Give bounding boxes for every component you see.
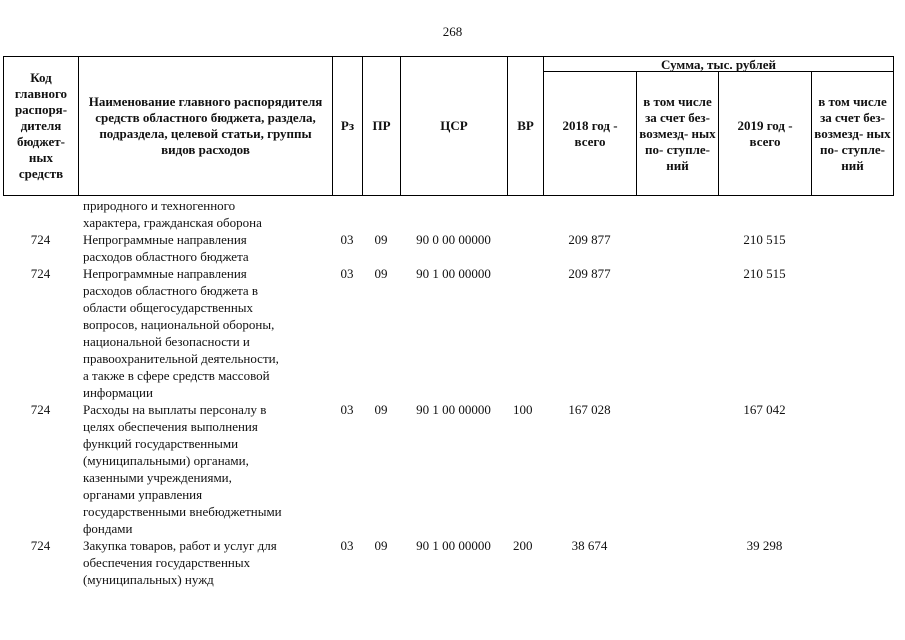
header-2019-total: 2019 год - всего — [719, 72, 812, 196]
row-csr: 90 1 00 00000 — [416, 538, 491, 553]
header-2018-total: 2018 год - всего — [544, 72, 637, 196]
row-name-line: функций государственными — [83, 436, 239, 451]
row-2018-grants — [636, 401, 718, 537]
row-name-line: целях обеспечения выполнения — [83, 419, 258, 434]
header-2018-grants: в том числе за счет без- возмезд- ных по- ступле- ний — [637, 72, 719, 196]
row-2019-grants — [811, 231, 893, 265]
row-name-line: а также в сфере средств массовой — [83, 368, 270, 383]
row-code: 724 — [30, 232, 51, 247]
row-csr — [400, 197, 507, 231]
header-csr: ЦСР — [401, 57, 508, 196]
row-2019-total: 39 298 — [746, 538, 783, 553]
row-2018-total — [543, 197, 636, 231]
row-2019-total — [718, 197, 811, 231]
row-name-line: фондами — [83, 521, 133, 536]
row-vr — [507, 265, 543, 401]
page-number: 268 — [442, 24, 463, 39]
row-2019-total: 210 515 — [743, 232, 786, 247]
row-name — [78, 401, 332, 537]
row-name-line: национальной безопасности и — [83, 334, 250, 349]
table-row — [3, 265, 893, 401]
row-2018-total: 209 877 — [568, 232, 611, 247]
row-name-line: информации — [83, 385, 153, 400]
row-rz: 03 — [340, 232, 354, 247]
table-body — [3, 197, 893, 588]
row-pr — [362, 197, 400, 231]
header-sum-title: Сумма, тыс. рублей — [544, 57, 894, 72]
row-name-line: расходов областного бюджета — [83, 249, 249, 264]
header-code: Код главного распоря- дителя бюджет- ных средств — [4, 57, 79, 196]
row-csr: 90 1 00 00000 — [416, 266, 491, 281]
row-csr: 90 0 00 00000 — [416, 232, 491, 247]
row-2018-grants — [636, 231, 718, 265]
row-vr: 200 — [513, 538, 533, 553]
row-name-line: расходов областного бюджета в — [83, 283, 259, 298]
row-name-line: вопросов, национальной обороны, — [83, 317, 275, 332]
table-header — [3, 56, 894, 196]
header-2019-grants: в том числе за счет без- возмезд- ных по- ступле- ний — [812, 72, 894, 196]
row-2018-total: 38 674 — [571, 538, 608, 553]
row-rz: 03 — [340, 266, 354, 281]
row-name-line: органами управления — [83, 487, 203, 502]
row-name-line: Непрограммные направления — [83, 232, 247, 247]
row-2018-total: 209 877 — [568, 266, 611, 281]
row-code: 724 — [30, 402, 51, 417]
row-rz — [332, 197, 362, 231]
row-name — [78, 197, 332, 231]
row-2018-total: 167 028 — [568, 402, 611, 417]
row-2019-grants — [811, 265, 893, 401]
row-name — [78, 231, 332, 265]
row-2019-grants — [811, 537, 893, 588]
row-pr: 09 — [374, 266, 388, 281]
table-row — [3, 401, 893, 537]
row-name-line: государственными внебюджетными — [83, 504, 282, 519]
row-name-line: (муниципальными) органами, — [83, 453, 249, 468]
row-name-line: Расходы на выплаты персоналу в — [83, 402, 267, 417]
row-name-line: природного и техногенного — [83, 198, 236, 213]
header-name: Наименование главного распорядителя средств областного бюджета, раздела, подраздела, целевой статьи, группы видов расходов — [79, 57, 333, 196]
row-rz: 03 — [340, 402, 354, 417]
row-code: 724 — [30, 538, 51, 553]
row-name-line: обеспечения государственных — [83, 555, 251, 570]
row-pr: 09 — [374, 402, 388, 417]
row-name — [78, 265, 332, 401]
header-vr: ВР — [508, 57, 544, 196]
table-row — [3, 197, 893, 231]
row-code — [3, 197, 78, 231]
row-code: 724 — [30, 266, 51, 281]
row-vr: 100 — [513, 402, 533, 417]
header-rz: Рз — [333, 57, 363, 196]
row-2019-total: 167 042 — [743, 402, 786, 417]
row-name-line: области общегосударственных — [83, 300, 254, 315]
row-vr — [507, 197, 543, 231]
row-2018-grants — [636, 197, 718, 231]
row-name-line: (муниципальных) нужд — [83, 572, 214, 587]
row-name — [78, 537, 332, 588]
row-pr: 09 — [374, 538, 388, 553]
header-pr: ПР — [363, 57, 401, 196]
row-2019-grants — [811, 401, 893, 537]
row-name-line: характера, гражданская оборона — [83, 215, 262, 230]
row-name-line: Закупка товаров, работ и услуг для — [83, 538, 277, 553]
row-csr: 90 1 00 00000 — [416, 402, 491, 417]
row-2019-total: 210 515 — [743, 266, 786, 281]
row-2018-grants — [636, 537, 718, 588]
row-pr: 09 — [374, 232, 388, 247]
row-2018-grants — [636, 265, 718, 401]
row-vr — [507, 231, 543, 265]
row-name-line: Непрограммные направления — [83, 266, 247, 281]
table-row — [3, 231, 893, 265]
row-rz: 03 — [340, 538, 354, 553]
row-name-line: правоохранительной деятельности, — [83, 351, 279, 366]
row-2019-grants — [811, 197, 893, 231]
table-row — [3, 537, 893, 588]
row-name-line: казенными учреждениями, — [83, 470, 232, 485]
